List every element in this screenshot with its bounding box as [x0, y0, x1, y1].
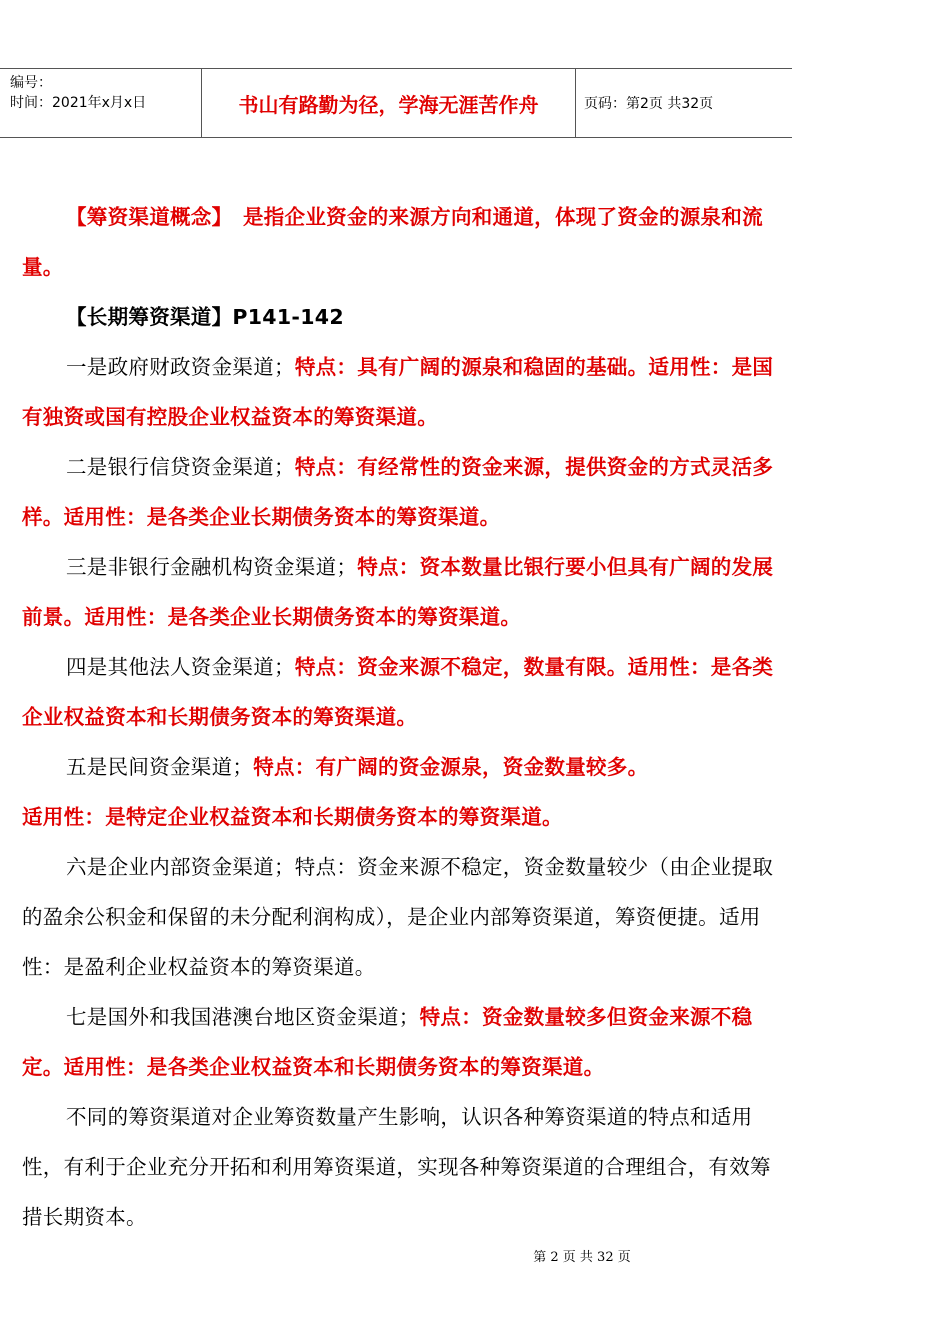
paragraph-concept	[22, 192, 782, 292]
paragraph-channel-5-applicability	[22, 792, 782, 842]
concept-text: 【筹资渠道概念】 是指企业资金的来源方向和通道，体现了资金的源泉和流量。	[22, 205, 763, 279]
paragraph-channel-1	[22, 342, 782, 442]
header-meta	[0, 69, 202, 137]
channel-5-applicability: 适用性：是特定企业权益资本和长期债务资本的筹资渠道。	[22, 805, 563, 829]
page-footer: 第 2 页 共 32 页	[533, 1250, 631, 1265]
channel-1-name: 一是政府财政资金渠道；	[66, 355, 295, 379]
channel-4-detail: 特点：资金来源不稳定，数量有限。适用性：是各类企业权益资本和长期债务资本的筹资渠道。	[22, 655, 774, 729]
page-header	[0, 68, 792, 138]
channel-5-name: 五是民间资金渠道；	[66, 755, 254, 779]
channel-4-name: 四是其他法人资金渠道；	[66, 655, 295, 679]
paragraph-conclusion	[22, 1092, 782, 1242]
channel-3-detail: 特点：资本数量比银行要小但具有广阔的发展前景。适用性：是各类企业长期债务资本的筹资渠道。	[22, 555, 774, 629]
channel-2-name: 二是银行信贷资金渠道；	[66, 455, 295, 479]
section-heading	[22, 292, 782, 342]
header-page-code: 页码：第2页 共32页	[584, 96, 714, 112]
document-time-label: 时间：2021年x月x日	[10, 95, 147, 111]
channel-1-detail: 特点：具有广阔的源泉和稳固的基础。适用性：是国有独资或国有控股企业权益资本的筹资渠道。	[22, 355, 774, 429]
channel-5-detail: 特点：有广阔的资金源泉，资金数量较多。	[253, 755, 649, 779]
section-heading-text: 【长期筹资渠道】P141-142	[66, 305, 344, 329]
document-number-label: 编号：	[10, 75, 52, 91]
paragraph-channel-6	[22, 842, 782, 992]
document-body	[22, 192, 782, 1242]
paragraph-channel-4	[22, 642, 782, 742]
conclusion-text: 不同的筹资渠道对企业筹资数量产生影响，认识各种筹资渠道的特点和适用性，有利于企业充分开拓和利用筹资渠道，实现各种筹资渠道的合理组合，有效筹措长期资本。	[22, 1105, 771, 1229]
paragraph-channel-5	[22, 742, 782, 792]
channel-6-text: 六是企业内部资金渠道；特点：资金来源不稳定，资金数量较少（由企业提取的盈余公积金和保留的未分配利润构成），是企业内部筹资渠道，筹资便捷。适用性：是盈利企业权益资本的筹资渠道。	[22, 855, 774, 979]
paragraph-channel-3	[22, 542, 782, 642]
channel-7-name: 七是国外和我国港澳台地区资金渠道；	[66, 1005, 420, 1029]
channel-7-detail: 特点：资金数量较多但资金来源不稳定。适用性：是各类企业权益资本和长期债务资本的筹资渠道。	[22, 1005, 753, 1079]
header-motto: 书山有路勤为径，学海无涯苦作舟	[202, 69, 576, 137]
channel-2-detail: 特点：有经常性的资金来源，提供资金的方式灵活多样。适用性：是各类企业长期债务资本的筹资渠道。	[22, 455, 774, 529]
paragraph-channel-7	[22, 992, 782, 1092]
paragraph-channel-2	[22, 442, 782, 542]
channel-3-name: 三是非银行金融机构资金渠道；	[66, 555, 358, 579]
